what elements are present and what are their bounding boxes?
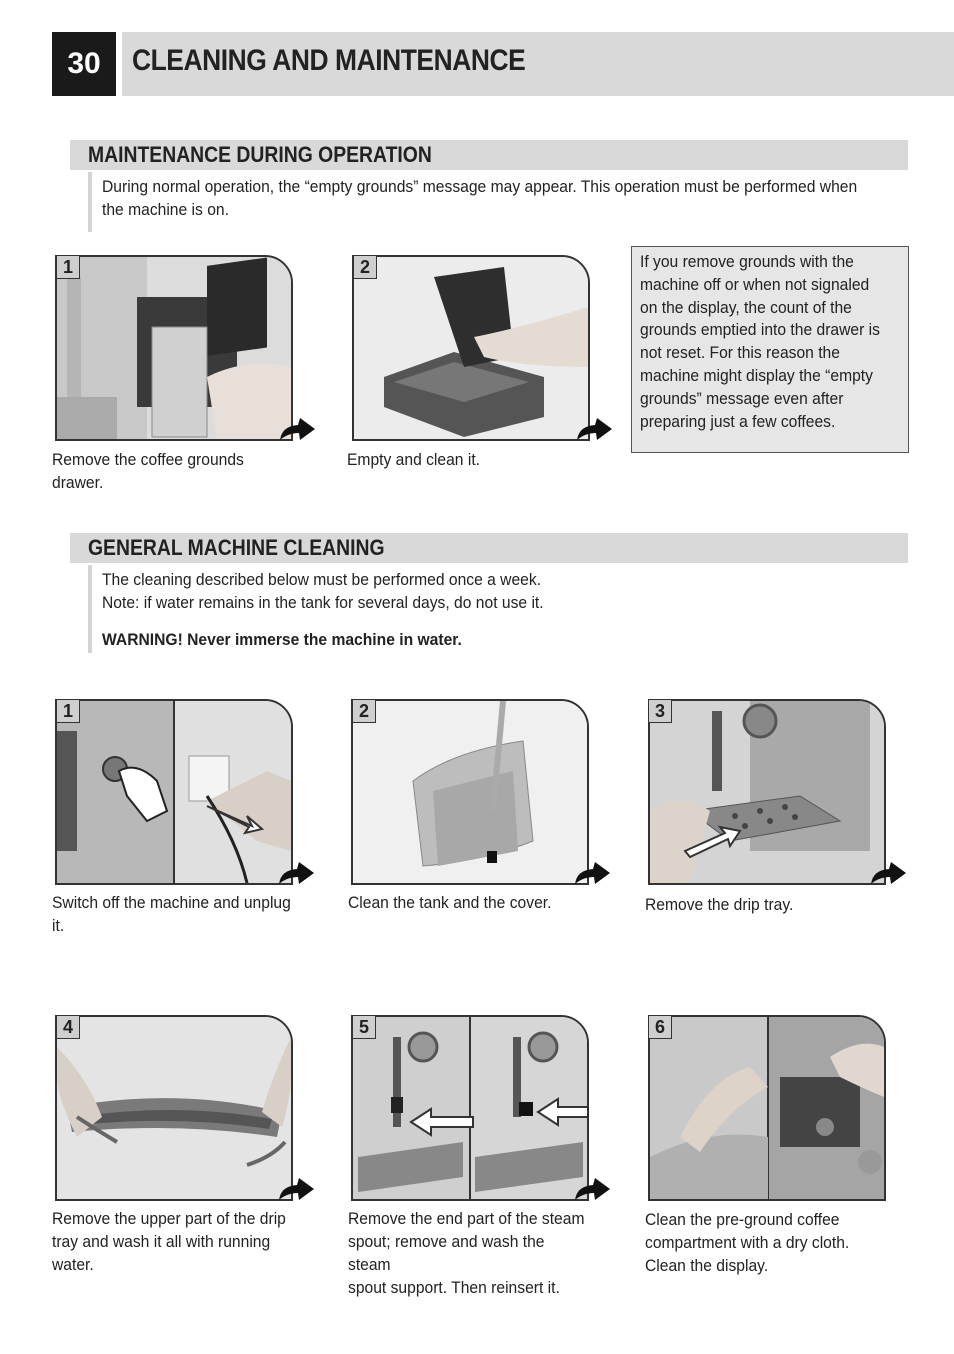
info-note-box (631, 246, 909, 453)
figure-wash-drip-tray (55, 1015, 293, 1201)
figure-clean-compartment (648, 1015, 886, 1201)
note-line: grounds” message even after (640, 388, 844, 408)
next-arrow-icon (869, 860, 907, 886)
figure-remove-grounds-drawer (55, 255, 293, 441)
note-line: If you remove grounds with the (640, 252, 854, 271)
caption-line: Switch off the machine and unplug (52, 893, 291, 912)
note-line: machine might display the “empty (640, 365, 873, 385)
step-caption (52, 448, 293, 494)
intro-line-1: During normal operation, the “empty grounds” message may appear. This operation must be performed when (102, 177, 858, 196)
step-badge: 1 (56, 255, 80, 279)
step-badge: 1 (56, 699, 80, 723)
next-arrow-icon (277, 1176, 315, 1202)
intro-rule (88, 565, 92, 653)
intro-rule (88, 172, 92, 232)
page-title: CLEANING AND MAINTENANCE (132, 44, 526, 77)
caption-line: Clean the pre-ground coffee (645, 1210, 840, 1229)
step-badge: 5 (352, 1015, 376, 1039)
step-caption (645, 893, 886, 916)
next-arrow-icon (277, 860, 315, 886)
caption-line: Remove the coffee grounds (52, 450, 244, 469)
step-badge: 6 (648, 1015, 672, 1039)
step-caption (645, 1208, 886, 1277)
figure-clean-tank (351, 699, 589, 885)
note-line: grounds emptied into the drawer is (640, 320, 880, 340)
note-line: on the display, the count of the (640, 297, 852, 317)
caption-line: Remove the drip tray. (645, 895, 794, 914)
caption-line: spout support. Then reinsert it. (348, 1278, 560, 1297)
caption-line: Remove the end part of the steam (348, 1209, 585, 1228)
intro-line-2: Note: if water remains in the tank for several days, do not use it. (102, 592, 544, 612)
caption-line: water. (52, 1255, 94, 1274)
caption-line: Empty and clean it. (347, 450, 481, 469)
next-arrow-icon (573, 1176, 611, 1202)
note-line: not reset. For this reason the (640, 343, 840, 363)
note-line: machine off or when not signaled (640, 274, 870, 294)
intro-line-1: The cleaning described below must be performed once a week. (102, 570, 542, 589)
next-arrow-icon (575, 416, 613, 442)
section2-intro (102, 569, 746, 652)
figure-empty-drawer (352, 255, 590, 441)
section-title-maintenance: MAINTENANCE DURING OPERATION (88, 142, 432, 167)
caption-line: Clean the tank and the cover. (348, 893, 552, 912)
figure-remove-drip-tray (648, 699, 886, 885)
caption-line: Clean the display. (645, 1256, 769, 1275)
step-caption (52, 1207, 293, 1276)
figure-steam-spout (351, 1015, 589, 1201)
step-badge: 3 (648, 699, 672, 723)
caption-line: spout; remove and wash the steam (348, 1232, 545, 1274)
intro-line-2: the machine is on. (102, 199, 229, 219)
step-caption (347, 448, 588, 471)
step-badge: 2 (352, 699, 376, 723)
figure-switch-off-unplug (55, 699, 293, 885)
step-caption (348, 1207, 589, 1299)
caption-line: tray and wash it all with running (52, 1232, 271, 1251)
next-arrow-icon (573, 860, 611, 886)
section1-intro (102, 176, 912, 221)
section-title-general-cleaning: GENERAL MACHINE CLEANING (88, 535, 385, 560)
step-caption (348, 891, 589, 914)
caption-line: drawer. (52, 473, 104, 492)
step-caption (52, 891, 293, 937)
next-arrow-icon (278, 416, 316, 442)
caption-line: compartment with a dry cloth. (645, 1233, 850, 1252)
warning-text: WARNING! Never immerse the machine in water. (102, 630, 462, 649)
page-number: 30 (52, 32, 116, 96)
caption-line: Remove the upper part of the drip (52, 1209, 286, 1228)
note-line: preparing just a few coffees. (640, 411, 836, 431)
caption-line: it. (52, 916, 65, 935)
step-badge: 4 (56, 1015, 80, 1039)
step-badge: 2 (353, 255, 377, 279)
